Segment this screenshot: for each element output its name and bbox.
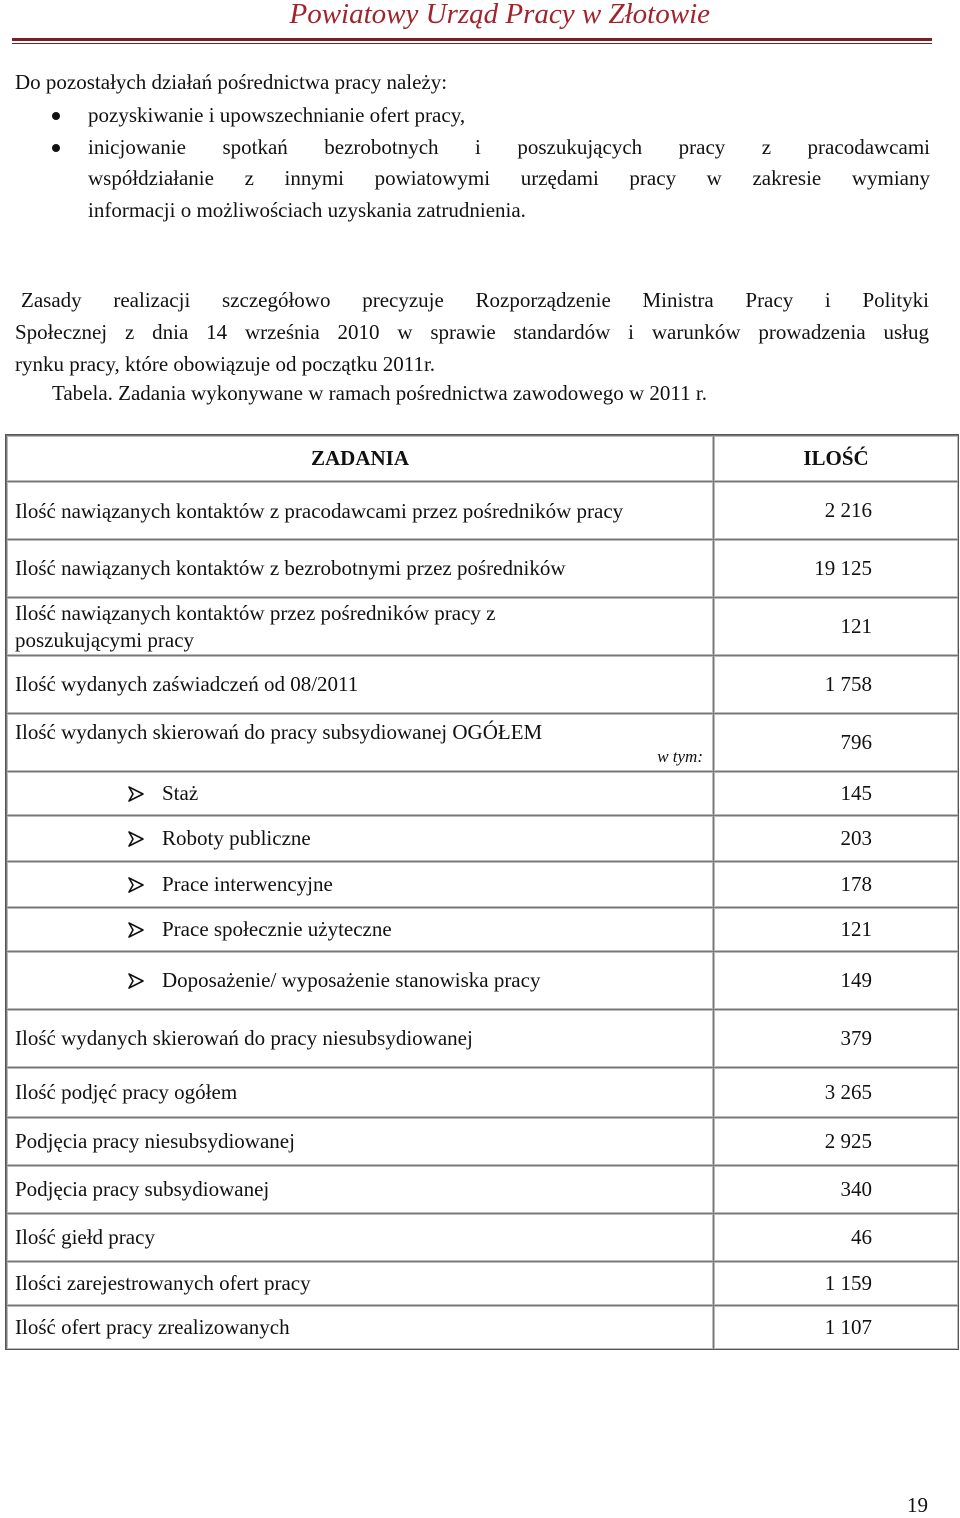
bullet-text: inicjowanie spotkań bezrobotnych i poszukujących pracy z pracodawcami bbox=[88, 134, 930, 159]
row-value: 1 159 bbox=[713, 1261, 958, 1305]
row-value: 1 107 bbox=[713, 1305, 958, 1349]
table-row bbox=[6, 1067, 958, 1117]
bullet-item bbox=[15, 163, 930, 195]
table-subrow bbox=[6, 951, 958, 1009]
subrow-label-cell bbox=[6, 771, 713, 815]
table-subrow bbox=[6, 907, 958, 951]
row-value: 46 bbox=[713, 1213, 958, 1261]
bullet-item bbox=[15, 195, 930, 227]
table-row bbox=[6, 1117, 958, 1165]
paragraph-line: Społecznej z dnia 14 września 2010 w sprawie standardów i warunków prowadzenia usług bbox=[15, 320, 929, 344]
row-label: Ilości zarejestrowanych ofert pracy bbox=[6, 1261, 713, 1305]
tasks-table bbox=[5, 434, 959, 1350]
row-label: Ilość nawiązanych kontaktów z bezrobotnymi przez pośredników bbox=[6, 539, 713, 597]
row-label: Ilość giełd pracy bbox=[6, 1213, 713, 1261]
subrow-value: 149 bbox=[713, 951, 958, 1009]
subrow-label: Prace interwencyjne bbox=[162, 872, 333, 896]
row-label: Podjęcia pracy subsydiowanej bbox=[6, 1165, 713, 1213]
row-label: Ilość wydanych skierowań do pracy subsydiowanej OGÓŁEM bbox=[15, 720, 543, 744]
row-label-cell bbox=[6, 713, 713, 771]
row-value: 2 216 bbox=[713, 481, 958, 539]
subrow-label: Prace społecznie użyteczne bbox=[162, 917, 392, 941]
intro-text: Do pozostałych działań pośrednictwa pracy należy: bbox=[15, 70, 448, 94]
subrow-label-cell bbox=[6, 951, 713, 1009]
row-label: Ilość ofert pracy zrealizowanych bbox=[6, 1305, 713, 1349]
row-value: 2 925 bbox=[713, 1117, 958, 1165]
bullet-dot-icon bbox=[52, 112, 60, 120]
row-value: 121 bbox=[713, 597, 958, 655]
bullet-item bbox=[15, 100, 930, 132]
table-row bbox=[6, 1213, 958, 1261]
subrow-label-cell bbox=[6, 815, 713, 861]
bullet-text: informacji o możliwościach uzyskania zatrudnienia. bbox=[88, 197, 526, 222]
bullet-item bbox=[15, 132, 930, 164]
table-subrow bbox=[6, 771, 958, 815]
subrow-value: 203 bbox=[713, 815, 958, 861]
subrow-label-cell bbox=[6, 907, 713, 951]
header-rule bbox=[12, 38, 932, 41]
paragraph-line: Zasady realizacji szczegółowo precyzuje Rozporządzenie Ministra Pracy i Polityki bbox=[21, 288, 929, 312]
table-row bbox=[6, 1305, 958, 1349]
subrow-value: 145 bbox=[713, 771, 958, 815]
header-tasks: ZADANIA bbox=[6, 435, 713, 481]
subrow-value: 178 bbox=[713, 861, 958, 907]
bullet-dot-icon bbox=[52, 144, 60, 152]
subrow-label-cell bbox=[6, 861, 713, 907]
table-subrow bbox=[6, 861, 958, 907]
row-label: Ilość nawiązanych kontaktów przez pośredników pracy z poszukującymi pracy bbox=[6, 597, 713, 655]
row-value: 19 125 bbox=[713, 539, 958, 597]
arrow-bullet-icon bbox=[127, 972, 145, 990]
row-label: Ilość nawiązanych kontaktów z pracodawcami przez pośredników pracy bbox=[6, 481, 713, 539]
row-label: Ilość podjęć pracy ogółem bbox=[6, 1067, 713, 1117]
row-value: 796 bbox=[713, 713, 958, 771]
subrow-label: Staż bbox=[162, 781, 199, 805]
table-caption: Tabela. Zadania wykonywane w ramach pośrednictwa zawodowego w 2011 r. bbox=[52, 381, 707, 405]
row-value: 1 758 bbox=[713, 655, 958, 713]
table-subrow bbox=[6, 815, 958, 861]
table-row bbox=[6, 481, 958, 539]
row-label: Podjęcia pracy niesubsydiowanej bbox=[6, 1117, 713, 1165]
row-value: 379 bbox=[713, 1009, 958, 1067]
header-quantity: ILOŚĆ bbox=[713, 435, 958, 481]
subrow-label: Roboty publiczne bbox=[162, 826, 311, 850]
header-title: Powiatowy Urząd Pracy w Złotowie bbox=[289, 0, 710, 30]
table-header-row bbox=[6, 435, 958, 481]
subrow-label: Doposażenie/ wyposażenie stanowiska pracy bbox=[162, 968, 541, 992]
row-value: 340 bbox=[713, 1165, 958, 1213]
table-row bbox=[6, 1261, 958, 1305]
row-note: w tym: bbox=[657, 747, 703, 766]
paragraph-line: rynku pracy, które obowiązuje od początku 2011r. bbox=[15, 352, 436, 376]
table-row bbox=[6, 1009, 958, 1067]
regulation-paragraph bbox=[15, 284, 929, 380]
bullet-list bbox=[15, 100, 930, 226]
row-label: Ilość wydanych zaświadczeń od 08/2011 bbox=[6, 655, 713, 713]
row-label: Ilość wydanych skierowań do pracy niesubsydiowanej bbox=[6, 1009, 713, 1067]
bullet-text: pozyskiwanie i upowszechnianie ofert pracy, bbox=[88, 103, 466, 127]
bullet-text: współdziałanie z innymi powiatowymi urzędami pracy w zakresie wymiany bbox=[88, 166, 930, 190]
subrow-value: 121 bbox=[713, 907, 958, 951]
table-row bbox=[6, 713, 958, 771]
table-row bbox=[6, 539, 958, 597]
arrow-bullet-icon bbox=[127, 830, 145, 848]
arrow-bullet-icon bbox=[127, 876, 145, 894]
table-row bbox=[6, 597, 958, 655]
page-number: 19 bbox=[907, 1493, 928, 1517]
header-rule-thin bbox=[12, 43, 932, 44]
table-row bbox=[6, 655, 958, 713]
arrow-bullet-icon bbox=[127, 921, 145, 939]
row-value: 3 265 bbox=[713, 1067, 958, 1117]
table-row bbox=[6, 1165, 958, 1213]
arrow-bullet-icon bbox=[127, 785, 145, 803]
